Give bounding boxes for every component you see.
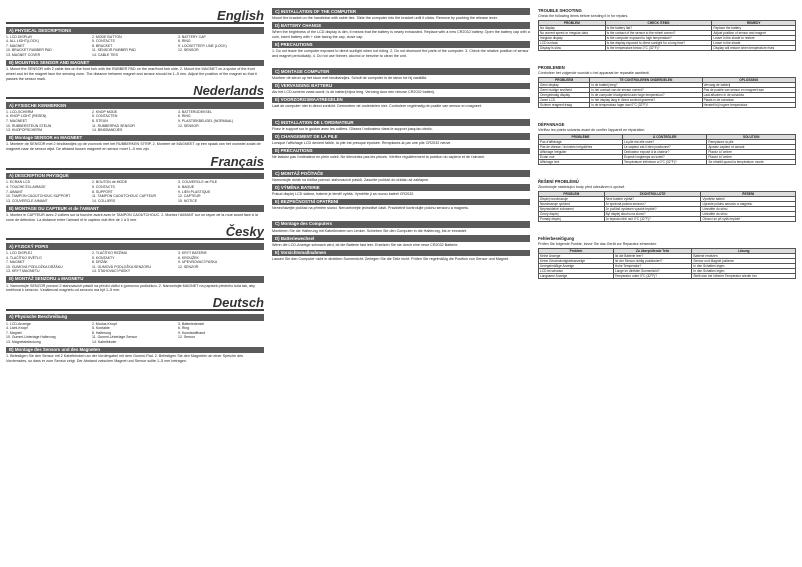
list-item: 14. COLLIERS [92, 198, 116, 203]
list-item: 5. CONTACTS [92, 39, 115, 44]
paragraph: Mount the bracket on the handlebar with cable ties. Slide the computer into the bracket until it clicks. Remove by pushing the release lever. [272, 15, 498, 20]
list-item: 8. SUPPORT [92, 189, 113, 194]
list-item: 6. RING [178, 114, 191, 119]
section-heading: D) BATTERY CHANGE [272, 22, 530, 29]
list-item: 10. TAMPON CAOUTCHOUC SUPPORT [6, 194, 71, 199]
table-cell: Černý displej [539, 212, 605, 217]
list-item: 6. RING [178, 39, 191, 44]
list-item: 13. COUVERCLE AIMANT [6, 198, 48, 203]
list-item: 13. Magnetabdeckung [6, 339, 41, 344]
table-cell: Affichage irrégulier [539, 150, 623, 155]
list-item: 10. GUMOVÁ PODLOŽKA DRŽÁKU [6, 264, 63, 269]
table-cell: Herstelt bij hogere temperatuur [702, 103, 795, 108]
list-item: 13. KNOPOPSCHERM [6, 128, 42, 133]
table-header: Zu überprüfende Teile [613, 249, 692, 254]
table-row [539, 46, 796, 51]
table-cell: Stellt sich bei höherer Temperatur wieder her [692, 274, 796, 279]
table-header-row [539, 21, 796, 26]
table-header: Problem [539, 249, 614, 254]
parts-list [6, 322, 264, 345]
table-cell: Vyměňte baterii [701, 197, 796, 202]
section-english-header [6, 8, 264, 24]
list-item: 11. TAMPON CAOUTCHOUC CAPTEUR [92, 194, 156, 199]
troubleshooting-table [538, 134, 796, 165]
section-heading: A) FYSISCHE KENMERKEN [6, 102, 264, 109]
paragraph: 1. Montez le CAPTEUR avec 2 colliers sur la fourche avant avec le TAMPON CAOUTCHOUC. 2. Montez l'AIMANT sur un rayon de la roue avant face à la zone de détection. La distance entre l'aimant et le capteur doit être de 1 à 5 mm. [6, 212, 258, 222]
list-item: 14. CABLE TIES [92, 52, 119, 57]
table-cell: No display [539, 26, 606, 31]
list-item: 8. STEUN [92, 119, 108, 124]
section-heading: D) CHANGEMENT DE LA PILE [272, 133, 530, 140]
list-item: 12. Sensor [178, 335, 195, 340]
table-cell: Plaats in de schaduw [702, 98, 795, 103]
table-cell: Affichage lent [539, 160, 623, 165]
list-item: 9. Kunststoffband [178, 330, 206, 335]
list-item: 7. Magnet [6, 330, 22, 335]
table-row [539, 31, 796, 36]
list-item: 9. LIEN PLASTIQUE [178, 189, 211, 194]
table-header: PROBLEEM [539, 78, 590, 83]
table-cell: Replace the battery [712, 26, 796, 31]
section-heading: C) MONTÁŽ POČÍTAČE [272, 170, 530, 177]
table-row [539, 103, 796, 108]
language-title: Česky [225, 224, 264, 240]
column-left [6, 6, 264, 561]
table-header: ZKONTROLUJTE [604, 192, 701, 197]
table-cell: Placez à l'ombre [707, 155, 796, 160]
list-item: 6. BAGUE [178, 185, 195, 190]
table-cell: Is het contact van de sensor correct? [590, 88, 702, 93]
section-heading: B) MONTÁŽ SENZORU a MAGNETU [6, 276, 264, 283]
table-row [539, 160, 796, 165]
list-item: 3. BATTERY CAP [178, 34, 206, 39]
list-item: 3. KRYT BATERIE [178, 250, 207, 255]
table-cell: Température inférieure à 0°C (32°F)? [623, 160, 707, 165]
list-item [178, 340, 264, 345]
table-header: PROBLEM [539, 21, 606, 26]
table-row [539, 217, 796, 222]
list-item: 4. Licht-Knopf [6, 326, 28, 331]
table-cell: Display is slow [539, 46, 606, 51]
table-row [539, 274, 796, 279]
troubleshooting-table [538, 77, 796, 108]
table-cell: LCD ist schwarz [539, 269, 614, 274]
table-cell: Leave in the shade [712, 41, 796, 46]
table-cell: In den Schatten legen [692, 264, 796, 269]
list-item: 11. RUBBERPAD SENSOR [92, 123, 135, 128]
paragraph: Montieren Sie die Halterung mit Kabelbindern am Lenker. Schieben Sie den Computer in die Halterung, bis er einrastet. [272, 228, 467, 233]
table-cell: Je teplota nižší než 0°C (32°F)? [604, 217, 701, 222]
list-item: 5. CONTACTS [92, 185, 115, 190]
list-item: 11. SENSOR RUBBER PAD [92, 48, 136, 53]
table-cell: Écran noir [539, 155, 623, 160]
list-item: 4. TOUCHE ÉCLAIRAGE [6, 185, 46, 190]
list-item: 9. LOCKETTERY LINE (LOCK) [178, 43, 227, 48]
list-item [178, 269, 264, 274]
list-item: 1. LCD DISPLAY [6, 34, 33, 39]
table-cell: Irregular display [539, 36, 606, 41]
table-cell: Onregelmatig display [539, 93, 590, 98]
table-cell: Exposé longtemps au soleil? [623, 155, 707, 160]
list-item: 12. SENSOR [178, 48, 199, 53]
table-cell: Nepravidelné zobrazení [539, 207, 605, 212]
list-item: 12. SENZOR [178, 264, 199, 269]
parts-list [6, 180, 264, 203]
paragraph: Als het LCD-scherm zwak wordt, is de batterij bijna leeg. Vervang door een nieuwe CR2032 batterij. [272, 90, 435, 95]
table-cell: In den Schatten legen [692, 269, 796, 274]
table-cell: Displej nezobrazuje [539, 197, 605, 202]
list-item: 9. PLASTIEKBEUGEL (NORMAAL) [178, 119, 234, 124]
section-heading: D) Batteriewechsel [272, 235, 530, 242]
paragraph: 1. Namontujte SENZOR pomocí 2 stahovacích pásků na přední vidlici s gumovou podložkou. 2. Namontujte MAGNET na paprsek předního kola tak, aby směřoval k senzoru. Vzdálenost magnetu od senzoru má být 1–5 mm. [6, 283, 255, 293]
list-item: 1. LCD-SCHERM [6, 109, 34, 114]
table-cell: Unregelmäßige Anzeige [539, 264, 614, 269]
table-cell: Lange im direkten Sonnenlicht? [613, 269, 692, 274]
list-item: 2. KNOP MODE [92, 109, 118, 114]
list-item: 2. BOUTON de MODE [92, 180, 128, 185]
list-item: 10. Gummi-Unterlage Halterung [6, 335, 56, 340]
table-cell: Is the computer exposed to high temperature? [605, 36, 712, 41]
list-item: 7. MAGNET [6, 43, 25, 48]
table-cell: Is de computer blootgesteld aan hoge temperatuur? [590, 93, 702, 98]
table-header: PROBLÉM [539, 192, 605, 197]
table-cell: Upravte polohu senzoru a magnetu [701, 202, 796, 207]
language-title: Deutsch [212, 294, 264, 310]
table-cell: Se rétablit quand la température monte [707, 160, 796, 165]
paragraph: Nenechávejte počítač na přímém slunci. Nerozebírejte jednotlivé části. Pravidelně kontrolujte polohu senzoru a magnetu. [272, 206, 470, 211]
paragraph: Namontujte držák na řídítka pomocí stahovacích pásků. Zasuňte počítač do držáku až zaklapne. [272, 177, 430, 182]
paragraph: 1. Mount the SENSOR with 2 cable ties on the front fork with the RUBBER PAD on the rear/front fork side. 2. Mount the MAGNET on a spoke of the front wheel and let the magnet face the sensing zone. The distance between magnet and sensor should be 1–5 mm. Adjust the position of the magnet so that it passes the sensor mark. [6, 67, 257, 81]
parts-list [6, 251, 264, 274]
section-heading: E) PRÉCAUTIONS [272, 148, 530, 155]
list-item: 2. TLAČÍTKO REŽIMU [92, 250, 128, 255]
table-cell: Pomalý displej [539, 217, 605, 222]
table-cell: Keine Geschwindigkeitsanzeige [539, 259, 614, 264]
table-cell: Is het display lang in direct zonlicht geweest? [590, 98, 702, 103]
list-item: 14. Kabelbinder [92, 339, 117, 344]
list-item: 11. Gummi-Unterlage Sensor [92, 335, 138, 340]
table-header: SOLUTION [707, 135, 796, 140]
list-item: 11. GUMOVÁ PODLOŽKA SENZORU [92, 264, 152, 269]
table-cell: Keine Anzeige [539, 254, 614, 259]
list-item [178, 128, 264, 133]
list-item: 2. MODE BUTTON [92, 34, 122, 39]
table-header: REMEDY [712, 21, 796, 26]
list-item: 8. DRŽÁK [92, 260, 108, 265]
table-cell: La pile est-elle usée? [623, 140, 707, 145]
table-cell: Is the display exposed to direct sunlight for a long time? [605, 41, 712, 46]
table-cell: Is de temperatuur lager dan 0°C (32°F)? [590, 103, 702, 108]
section-heading: B) Montage des Sensors und des Magneten [6, 347, 264, 354]
list-item: 6. Ring [178, 326, 190, 331]
table-cell: Je počítač vystaven vysoké teplotě? [604, 207, 701, 212]
list-item: 15. NOTICE [178, 198, 198, 203]
table-cell: Is the temperature below 0°C (32°F)? [605, 46, 712, 51]
table-cell: Display will restore when temperature rises [712, 46, 796, 51]
table-cell: Is the contact of the sensor to the wheel correct? [605, 31, 712, 36]
list-item: 1. LCD DISPLEJ [6, 250, 33, 255]
section-heading: A) Physische Beschreibung [6, 314, 264, 321]
list-item: 1. ECRAN LCD [6, 180, 31, 185]
table-cell: Remplacez la pile [707, 140, 796, 145]
section-heading: E) VOORZORGSMAATREGELEN [272, 97, 530, 104]
list-item: 6. KROUŽEK [178, 255, 199, 260]
paragraph: Monteer de steun op het stuur met bindbandjes. Schuif de computer in de steun tot hij vastklikt. [272, 75, 428, 80]
table-header: ŘEŠENÍ [701, 192, 796, 197]
table-header: TE CONTROLEREN ONDERDELEN [590, 78, 702, 83]
troubleshooting-title: Fehlerbeseitigung [538, 236, 575, 241]
section-heading: B) MOUNTING SENSOR AND MAGNET [6, 60, 264, 67]
section-heading: E) Vorsichtsmaßnahmen [272, 250, 530, 257]
section-french-header [6, 154, 264, 170]
table-cell: Adjust position of sensor and magnet [712, 31, 796, 36]
list-item: 5. Kontakte [92, 326, 110, 331]
table-cell: Leave in the shade to restore [712, 36, 796, 41]
troubleshooting-subtitle: Controleer het volgende voordat u het apparaat ter reparatie aanbiedt. [538, 71, 650, 75]
column-middle [272, 6, 530, 561]
language-title: Nederlands [193, 83, 264, 99]
table-header: OPLOSSING [702, 78, 795, 83]
list-item: 14. BINDBANDJES [92, 128, 123, 133]
table-cell: Je správná poloha senzoru? [604, 202, 701, 207]
paragraph: Laat de computer niet in direct zonlicht. Demonteer de onderdelen niet. Controleer regelmatig de positie van sensor en magneet. [272, 104, 482, 109]
paragraph: Wenn die LCD-Anzeige schwach wird, ist die Batterie fast leer. Ersetzen Sie sie durch eine neue CR2032 Batterie. [272, 242, 459, 247]
table-header-row [539, 135, 796, 140]
list-item: 9. UPEVŇOVACÍ PÁSKA [178, 260, 218, 265]
list-item: 5. KONTAKTY [92, 255, 115, 260]
troubleshooting-subtitle: Check the following items before sending it in for repairs. [538, 14, 629, 18]
table-cell: Scherm reageert traag [539, 103, 590, 108]
table-cell: Ordinateur exposé à la chaleur? [623, 150, 707, 155]
list-item: 12. CAPTEUR [178, 194, 201, 199]
section-heading: D) VERVANGING BATTERIJ [272, 83, 530, 90]
list-item: 3. BATTERIJDEKSEL [178, 109, 212, 114]
table-cell: Batterie ersetzen [692, 254, 796, 259]
table-cell: Není baterie vybitá? [604, 197, 701, 202]
section-heading: C) Montage des Computers [272, 221, 530, 228]
table-cell: Le capteur est-il bien positionné? [623, 145, 707, 150]
table-cell: Pas d'affichage [539, 140, 623, 145]
table-header: PROBLÈME [539, 135, 623, 140]
paragraph: Lassen Sie den Computer nicht in direktem Sonnenlicht. Zerlegen Sie die Teile nicht. Prüfen Sie regelmäßig die Position von Sensor und Magnet. [272, 257, 510, 262]
table-cell: Byl displej dlouho na slunci? [604, 212, 701, 217]
column-right [538, 6, 796, 561]
table-cell: Nezobrazuje rychlost [539, 202, 605, 207]
section-dutch-header [6, 83, 264, 99]
list-item: 12. SENSOR [178, 123, 199, 128]
section-heading: A) DESCRIPTION PHYSIQUE [6, 173, 264, 180]
list-item: 8. BRACKET [92, 43, 113, 48]
table-header: Lösung [692, 249, 796, 254]
section-german-header [6, 295, 264, 311]
list-item: 14. STAHOVACÍ PÁSKY [92, 269, 131, 274]
list-item: 7. MAGNEET [6, 119, 28, 124]
table-cell: Pas de vitesse / données irrégulières [539, 145, 623, 150]
table-cell: Ist der Sensor richtig positioniert? [613, 259, 692, 264]
list-item: 5. CONTACTEN [92, 114, 118, 119]
list-item: 7. MAGNET [6, 260, 25, 265]
paragraph: 1. Befestigen Sie den Sensor mit 2 Kabelbindern an der Vordergabel mit dem Gummi-Pad. 2. Befestigen Sie den Magneten an einer Speiche des Vorderrades, so dass er zum Sensor zeigt. Der Abstand zwischen Magnet und Sensor sollte 1–5 mm betragen. [6, 354, 243, 363]
section-czech-header [6, 224, 264, 240]
section-heading: E) BEZPEČNOSTNÍ OPATŘENÍ [272, 199, 530, 206]
paragraph: When the brightness of the LCD display is dim, it means that the battery is nearly exhausted. Replace with a new CR2032 battery. Open the battery cap with a coin, insert battery with + side facing the cap, close cap. [272, 29, 530, 39]
table-header: À CONTRÔLER [623, 135, 707, 140]
section-heading: C) INSTALLATION OF THE COMPUTER [272, 8, 530, 15]
troubleshooting-title: DÉPANNAGE [538, 122, 565, 127]
table-header: CHECK ITEMS [605, 21, 712, 26]
list-item: 4. ALL LIGHT(LOCK) [6, 39, 39, 44]
list-item: 2. Modus-Knopf [92, 321, 117, 326]
parts-list [6, 35, 264, 58]
table-cell: Zwart LCD [539, 98, 590, 103]
section-heading: D) VÝMĚNA BATERIE [272, 184, 530, 191]
paragraph: Fixez le support sur le guidon avec les colliers. Glissez l'ordinateur dans le support jusqu'au déclic. [272, 126, 433, 131]
language-title: English [217, 8, 264, 23]
parts-list [6, 110, 264, 133]
list-item: 3. COUVERCLE de PILE [178, 180, 218, 185]
troubleshooting-title: TROUBLE SHOOTING [538, 8, 582, 13]
list-item [178, 53, 264, 58]
list-item: 13. MAGNET COVER [6, 52, 41, 57]
table-cell: Is de batterij leeg? [590, 83, 702, 88]
table-cell: Vervang de batterij [702, 83, 795, 88]
list-item: 10. RUBBERSTEUN STEUN [6, 123, 52, 128]
paragraph: Lorsque l'affichage LCD devient faible, la pile est presque épuisée. Remplacez-la par une pile CR2032 neuve. [272, 141, 452, 146]
list-item: 13. KRYT MAGNETU [6, 269, 40, 274]
troubleshooting-table [538, 20, 796, 51]
paragraph: Ne laissez pas l'ordinateur en plein soleil. Ne démontez pas les pièces. Vérifiez régulièrement la position du capteur et de l'aimant. [272, 155, 485, 160]
table-cell: Placez à l'ombre [707, 150, 796, 155]
section-heading: B) MONTAGE DU CAPTEUR et de l'AIMANT [6, 205, 264, 212]
troubleshooting-table [538, 191, 796, 222]
paragraph: 1. Do not leave the computer exposed to direct sunlight when not riding. 2. Do not dismount the parts of the computer. 3. Check the relative position of sensor and magnet periodically. 4. Do not use thinner, alcohol or benzine to clean the unit. [272, 48, 529, 58]
table-cell: LCD is black [539, 41, 606, 46]
table-cell: Langsame Anzeige [539, 274, 614, 279]
list-item: 8. Halterung [92, 330, 112, 335]
table-cell: Is the battery flat? [605, 26, 712, 31]
table-cell: Pas de positie van sensor en magneet aan [702, 88, 795, 93]
table-cell: Geen display [539, 83, 590, 88]
troubleshooting-table [538, 248, 796, 279]
list-item: 3. Batteriedeckel [178, 321, 205, 326]
section-heading: A) FYZICKÝ POPIS [6, 243, 264, 250]
paragraph: Pokud displej LCD slábne, baterie je téměř vybitá. Vyměňte ji za novou baterii CR2032. [272, 191, 415, 196]
table-cell: No current speed or irregular data [539, 31, 606, 36]
troubleshooting-subtitle: Vérifiez les points suivants avant de confier l'appareil en réparation. [538, 128, 646, 132]
table-cell: Geen huidige snelheid [539, 88, 590, 93]
section-heading: A) PHYSICAL DESCRIPTIONS [6, 27, 264, 34]
table-cell: Hohe Temperatur? [613, 264, 692, 269]
table-cell: Laat afkoelen in de schaduw [702, 93, 795, 98]
troubleshooting-title: PROBLEMEN [538, 65, 565, 70]
troubleshooting-title: ŘEŠENÍ PROBLÉMŮ [538, 179, 579, 184]
list-item: 7. AIMANT [6, 189, 23, 194]
section-heading: C) MONTAGE COMPUTER [272, 68, 530, 75]
table-cell: Ist die Batterie leer? [613, 254, 692, 259]
list-item: 4. KNOP LIGHT (RESEN) [6, 114, 47, 119]
language-title: Français [210, 153, 264, 169]
troubleshooting-subtitle: Prüfen Sie folgende Punkte, bevor Sie das Gerät zur Reparatur einsenden. [538, 242, 658, 246]
list-item: 1. LCD-Anzeige [6, 321, 31, 326]
section-heading: E) PRECAUTIONS [272, 41, 530, 48]
table-cell: Ajustez capteur et aimant [707, 145, 796, 150]
table-cell: Temperatur unter 0°C (32°F)? [613, 274, 692, 279]
table-cell: Sensor und Magnet justieren [692, 259, 796, 264]
paragraph: 1. Monteer de SENSOR met 2 bindbandjes op de voorvork met het RUBBERKEN STRIP. 2. Monteer de MAGNEET op een spaak van het voorwiel zodat de magneet naar de sensor wijst. De afstand tussen magneet en sensor moet 1–5 mm zijn. [6, 142, 261, 152]
list-item: 4. TLAČÍTKO SVĚTLO [6, 255, 42, 260]
table-cell: Obnoví se při vyšší teplotě [701, 217, 796, 222]
table-cell: Umístěte do stínu [701, 212, 796, 217]
list-item: 10. BRACKET RUBBER PAD [6, 48, 52, 53]
table-cell: Umístěte do stínu [701, 207, 796, 212]
troubleshooting-subtitle: Zkontrolujte následující body před odesláním k opravě. [538, 185, 626, 189]
section-heading: C) INSTALLATION DE L'ORDINATEUR [272, 119, 530, 126]
section-heading: B) Montage SENSOR en MAGNEET [6, 135, 264, 142]
